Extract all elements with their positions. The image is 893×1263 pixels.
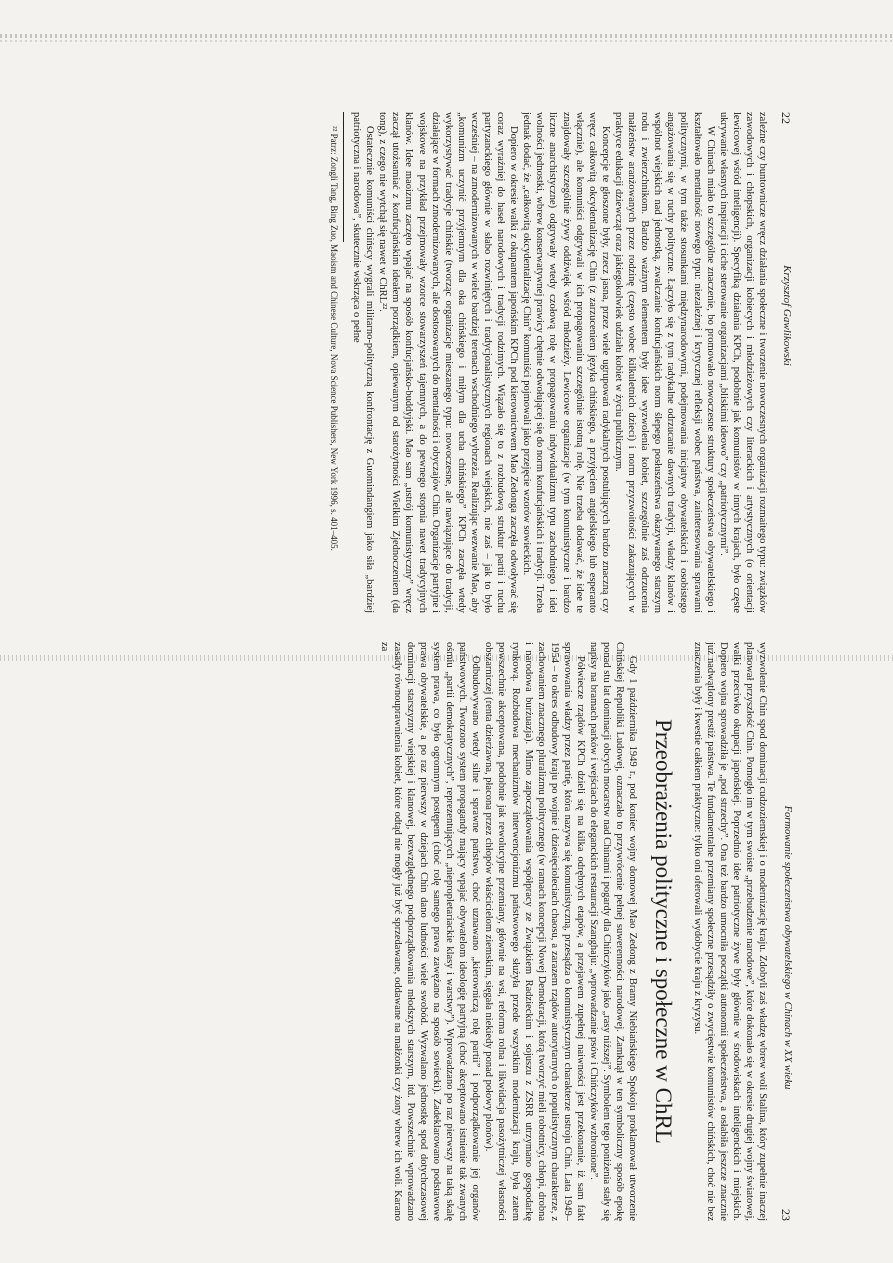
paragraph: W Chinach miało to szczególne znaczenie, bo promowało nowoczesne struktury społeczeństwa obywatelskiego i kształtowało mentalność nowego typu: niezależnej i krytycznej refleksji wobec państwa, zainteresowania sprawami politycznymi, w tym także stosunkami międzynarodowymi, podejmowania inicjatyw obywatelskich i osobistego angażowania się w ruchy polityczne. Łączyło się z tym radykalne odrzucanie dawnych tradycji, władzy klanów i wspólnot wiejskich nad jednostką, zwalczanie konfucjańskich norm ślepego posłuszeństwa okazywanego starszym rodu i zwierzchnikom. Bardzo ważnym elementem były idee wyzwolenia kobiet, szczególnie zaś odrzucenia małżeństw aranżowanych przez rodzinę (często wobec kilkuletnich dzieci) i norm przyzwoitości zakazujących w praktyce edukacji dziewcząt oraz jakiegokolwiek udziału kobiet w życiu publicznym. <box>612 112 716 613</box>
footnote-rule <box>343 112 344 242</box>
chapter-title: Przeobrażenia polityczne i społeczne w ChRL <box>651 719 677 1144</box>
left-page <box>0 0 893 631</box>
paragraph: Półwiecze rządów KPCh dzieli się na kilka odrębnych etapów, a przejawem zupełnej naiwności jest przekonanie, iż sam fakt sprawowania władzy przez partię, która nazywa się komunistyczną, przesądza o komunistycznym charakterze ustroju Chin. Lata 1949–1954 – to okres odbudowy kraju po wojnie i dziesięcioleciach chaosu, a zarazem rządów autorytarnych o populistycznym charakterze, z zachowaniem znacznego pluralizmu politycznego (w ramach koncepcji Nowej Demokracji, którą tworzyć mieli robotnicy, chłopi, drobna i narodowa burżuazja). Mimo zapoczątkowania współpracy ze Związkiem Radzieckim i sojuszu z ZSRR utrzymano gospodarkę rynkową. Rozbudowa mechanizmów interwencjonizmu państwowego służyła przede wszystkim modernizacji kraju, była zatem powszechnie akceptowana, podobnie jak rewolucyjne przemiany, głównie na wsi, reforma rolna i likwidacja pasożytniczej własności obszarniczej (renta dzierżawna, płacona przez chłopów właścicielom ziemskim, sięgała niekiedy ponad połowy plonów). <box>483 642 587 1221</box>
paragraph: Dopiero w okresie walki z okupantem japońskim KPCh pod kierownictwem Mao Zedonga zaczęła odwoływać się coraz wyraźniej do haseł narodowych i tradycji rodzimych. Wiązało się to z rozbudową struktur partii i ruchu partyzanckiego głównie w słabo rozwiniętych i tradycjonalistycznych regionach wiejskich, nie zaś – jak to było wcześniej – na zmodernizowanych w wielce bardziej terenach wschodniego wybrzeża. Realizując wezwanie Mao, aby „komunizm uczynić przyjemnym dla oka chińskiego i miłym dla ucha chińskiego” KPCh zaczęła wtedy wykorzystywać tradycje chińskie (tworząc organizacje mieszanego typu: nowoczesne, ale nawiązujące do tradycji, działające w formach zmodernizowanych, ale dostosowanych do mentalności i obyczajów Chin. Organizacje partyjne i wojskowe na przykład przejmowały wzorce stowarzyszeń tajemnych, a do pewnego stopnia nawet tradycyjnych klanów. Idee maoizmu zaczęto wpajać na sposób konfucjańsko-buddyjski. Mao sam „ustrój komunistyczny” wręcz zaczął utożsamiać z konfucjańskim ideałem porządkiem, opiewanym od starożytności Wielkim Zjednoczeniem (da tong), z czego nie wytchął się nawet w ChRL²². <box>377 112 520 613</box>
paragraph: zależne czy buntownicze wręcz działania społeczne i tworzenie nowoczesnych organizacji rozmaitego typu: związków zawodowych i chłopskich, organizacji kobiecych i młodzieżowych czy literackich i artystycznych (o orientacji lewicowej wśród inteligencji). Specyfiką działania KPCh, podobnie jak komunistów w innych krajach, było częste ukrywanie własnych inspiracji i ciche sterowanie organizacjami „bliskimi ideowo” czy „patriotycznymi”. <box>717 112 768 613</box>
footnote: ²² Patrz: Zongli Tang, Bing Zuo, Maoism and Chinese Culture, Nova Science Publishers, New York 1996, s. 401–405. <box>329 126 339 551</box>
right-body <box>30 642 769 1221</box>
left-body <box>30 112 769 613</box>
paragraph: Koncepcje te głoszone były, rzecz jasna, przez wiele ugrupowań radykalnych postulujących bardzo znaczną czy wręcz całkowitą okcydentalizację Chin (z zarzuceniem języka chińskiego, a przyjęciem angielskiego lub esperanto włącznie), ale komuniści odgrywali w ich propagowaniu szczególnie istotną rolę. Nie trzeba dodawać, że idee te znajdowały szczególnie żywy oddźwięk wśród młodzieży. Lewicowe organizacje (w tym komunistyczne i bardzo liczne anarchistyczne) odgrywały wtedy czołową rolę w propagowaniu indywidualizmu typu zachodniego i idei wolności jednostki, wbrew konserwatywnej prawicy chętnie odwołującej się do norm konfucjańskich i tradycji. Trzeba jednak dodać, że „całkowitą okcydentalizację Chin” komuniści pojmowali jako przejęcie wzorów sowieckich. <box>521 112 611 613</box>
page-number: 22 <box>779 112 793 124</box>
page-number: 23 <box>779 1209 793 1221</box>
left-header <box>775 0 793 631</box>
paragraph: wyzwolenie Chin spod dominacji cudzoziemskiej i o modernizację kraju. Zdobyli zaś władzę wbrew woli Stalina, który zupełnie inaczej planował przyszłość Chin. Pomogło im w tym swoiste „przebudzenie narodowe”, które dokonało się w okresie drugiej wojny światowej, walki przeciwko okupacji japońskiej. Poprzednio idee patriotyczne żywe były głównie w środowiskach inteligenckich i miejskich. Dopiero wojna sprowadziła je „pod strzechy”. Ona też bardzo umocniła początki autonomii społeczeństwa, a osłabiła jeszcze znacznie już nadwątlony prestiż państwa. Te fundamentalne przemiany społeczne przesądziły o zwycięstwie komunistów chińskich, choć nie bez znaczenia były i kwestie całkiem praktyczne: tylko oni oferowali wydobycie kraju z kryzysu. <box>691 642 768 1221</box>
running-head: Krzysztof Gawlikowski <box>781 265 793 366</box>
running-head: Formowanie społeczeństwa obywatelskiego w Chinach w XX wieku <box>782 805 793 1090</box>
right-header <box>775 632 793 1263</box>
right-page <box>0 632 893 1263</box>
paragraph: Ostatecznie komuniści chińscy wygrali militarno-polityczną konfrontację z Guomindangiem jako siła „bardziej patriotyczna i narodowa”, skutecznie wskrząca o pełne <box>351 112 376 613</box>
paragraph: Gdy 1 października 1949 r., pod koniec wojny domowej Mao Zedong z Bramy Niebiańskiego Spokoju proklamował utworzenie Chińskiej Republiki Ludowej, oznaczało to przywrócenie pełnej suwerenności narodowej. Zamknął w ten symboliczny sposób epokę ponad stu lat dominacji obcych mocarstw nad Chinami i pogardy dla Chińczyków jako „rasy niższej”. Symbolem tego poniżenia stały się napisy na bramach parków i wejściach do eleganckich restauracji Szanghaju: „wprowadzanie psów i Chińczyków wzbronione”. <box>588 642 639 1221</box>
paragraph: Odbudowywano wtedy silne i sprawne państwo, choć uznawano „kierowniczą rolę partii” i podporządkowanie jej organów państwowych. Tworzono system propagandy mający wpajać obywatelom ideologię partyjną (choć akceptowano istnienie tak zwanych ośmiu „partii demokratycznych”, reprezentujących „niepropletariackie klasy i warstwy”). Wprowadzano po raz pierwszy na taką skalę system prawa, co było ogromnym postępem (choć rolę samego prawa zawężano na sposób sowiecki). Zadeklarowano podstawowe prawa obywatelskie, a po raz pierwszy w dziejach Chin dano ludności wiele swobód. Wyzwalano jednostkę spod dotychczasowej dominacji starszyzny wiejskiej i klanowej, bezwzględnego podporządkowania młodszych starszym, itd. Powszechnie wprowadzano zasady równouprawnienia kobiet, które odtąd nie mogły już być sprzedawane, oddawane na małżonki czy żony wbrew ich woli. Karano za <box>378 642 482 1221</box>
